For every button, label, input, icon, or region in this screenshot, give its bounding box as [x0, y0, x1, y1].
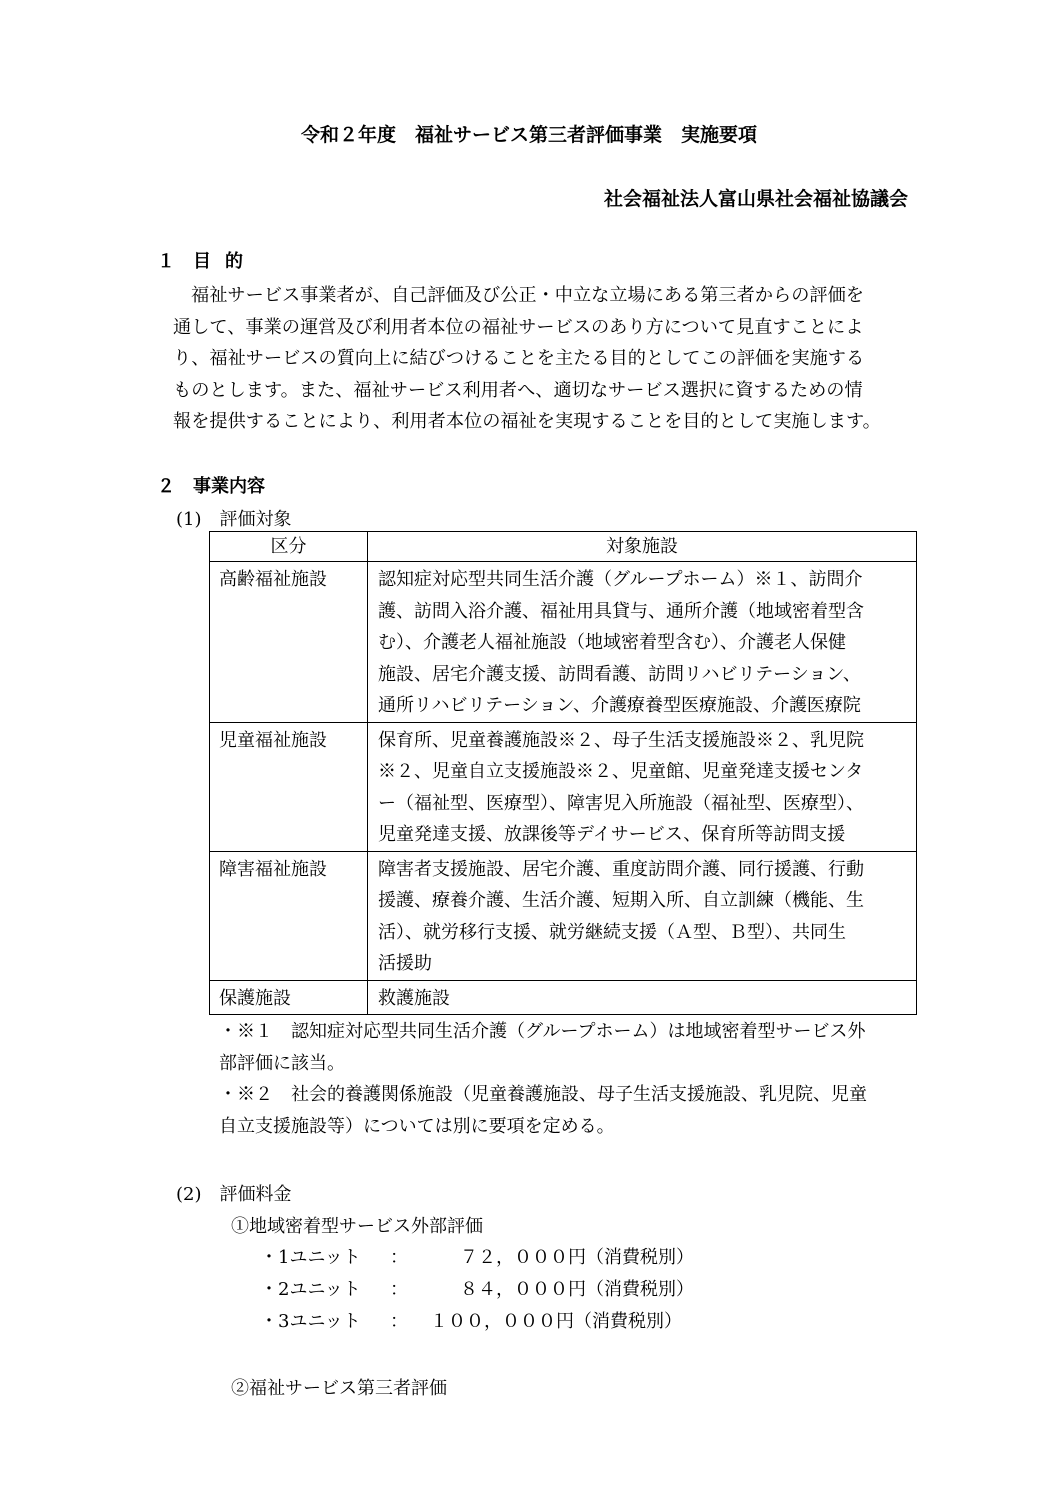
organization-name: 社会福祉法人富山県社会福祉協議会 — [603, 188, 908, 210]
facility-line: む）、介護老人福祉施設（地域密着型含む）、介護老人保健 — [378, 632, 846, 653]
fee-amount: ７２，０００円（消費税別） — [460, 1247, 694, 1268]
facility-line: 保育所、児童養護施設※２、母子生活支援施設※２、乳児院 — [378, 729, 864, 751]
note-line: ・※１ 認知症対応型共同生活介護（グループホーム）は地域密着型サービス外 — [219, 1021, 866, 1042]
row-facilities — [368, 851, 917, 980]
table-notes — [219, 1016, 867, 1142]
table-header-row — [210, 532, 917, 562]
fee-category-community: ①地域密着型サービス外部評価 — [231, 1216, 483, 1237]
table-row — [210, 980, 917, 1015]
facilities-table — [209, 531, 917, 1015]
fee-amount: ８４，０００円（消費税別） — [460, 1279, 694, 1300]
facility-line: ー（福祉型、医療型）、障害児入所施設（福祉型、医療型）、 — [378, 792, 864, 814]
facility-line: 通所リハビリテーション、介護療養型医療施設、介護医療院 — [378, 695, 861, 716]
fee-separator: ： — [390, 1247, 408, 1268]
facility-line: 活）、就労移行支援、就労継続支援（Ａ型、Ｂ型）、共同生 — [378, 921, 846, 943]
subsection-evaluation-fees: (2) 評価料金 — [176, 1184, 292, 1205]
fee-amount: １００，０００円（消費税別） — [430, 1311, 682, 1332]
row-facilities — [368, 722, 917, 851]
fee-separator: ： — [390, 1311, 408, 1332]
purpose-paragraph — [173, 280, 923, 438]
paragraph-line: 通して、事業の運営及び利用者本位の福祉サービスのあり方について見直すことによ — [173, 316, 864, 338]
row-category: 障害福祉施設 — [210, 851, 368, 980]
row-category: 高齢福祉施設 — [210, 562, 368, 723]
section1-number: １ — [157, 251, 175, 272]
row-facilities — [368, 980, 917, 1015]
facility-line: ※２、児童自立支援施設※２、児童館、児童発達支援センタ — [378, 761, 864, 782]
fee-category-third-party: ②福祉サービス第三者評価 — [231, 1378, 447, 1399]
section2-number: ２ — [157, 476, 175, 497]
note-line: 部評価に該当。 — [219, 1052, 345, 1074]
facility-line: 施設、居宅介護支援、訪問看護、訪問リハビリテーション、 — [378, 663, 861, 685]
table-row — [210, 722, 917, 851]
paragraph-line: 福祉サービス事業者が、自己評価及び公正・中立な立場にある第三者からの評価を — [191, 285, 864, 306]
fee-unit: ・2ユニット — [260, 1279, 361, 1300]
fee-row — [260, 1243, 694, 1269]
facility-line: 護、訪問入浴介護、福祉用具貸与、通所介護（地域密着型含 — [378, 600, 864, 622]
facility-line: 障害者支援施設、居宅介護、重度訪問介護、同行援護、行動 — [378, 858, 864, 880]
row-category: 児童福祉施設 — [210, 722, 368, 851]
paragraph-line: ものとします。また、福祉サービス利用者へ、適切なサービス選択に資するための情 — [173, 379, 863, 401]
fee-unit: ・1ユニット — [260, 1247, 361, 1268]
header-facilities: 対象施設 — [368, 532, 917, 562]
table-row — [210, 851, 917, 980]
document-title: 令和２年度 福祉サービス第三者評価事業 実施要項 — [300, 124, 757, 146]
paragraph-line: り、福祉サービスの質向上に結びつけることを主たる目的としてこの評価を実施する — [173, 348, 865, 369]
note-line: 自立支援施設等）については別に要項を定める。 — [219, 1115, 615, 1137]
fee-row — [260, 1275, 694, 1301]
section1-title: 目的 — [193, 251, 257, 272]
subsection-evaluation-targets: (1) 評価対象 — [176, 509, 292, 530]
table-row — [210, 562, 917, 723]
row-facilities — [368, 562, 917, 723]
facility-line: 認知症対応型共同生活介護（グループホーム）※１、訪問介 — [378, 569, 863, 590]
fee-unit: ・3ユニット — [260, 1311, 361, 1332]
paragraph-line: 報を提供することにより、利用者本位の福祉を実現することを目的として実施します。 — [173, 411, 881, 432]
note-line: ・※２ 社会的養護関係施設（児童養護施設、母子生活支援施設、乳児院、児童 — [219, 1084, 867, 1105]
row-category: 保護施設 — [210, 980, 368, 1015]
facility-line: 活援助 — [378, 953, 432, 974]
fee-row — [260, 1307, 682, 1333]
facility-line: 援護、療養介護、生活介護、短期入所、自立訓練（機能、生 — [378, 890, 864, 911]
section2-title: 事業内容 — [193, 476, 265, 497]
fee-separator: ： — [390, 1279, 408, 1300]
facility-line: 救護施設 — [378, 987, 450, 1009]
facility-line: 児童発達支援、放課後等デイサービス、保育所等訪問支援 — [378, 824, 846, 845]
header-category: 区分 — [210, 532, 368, 562]
